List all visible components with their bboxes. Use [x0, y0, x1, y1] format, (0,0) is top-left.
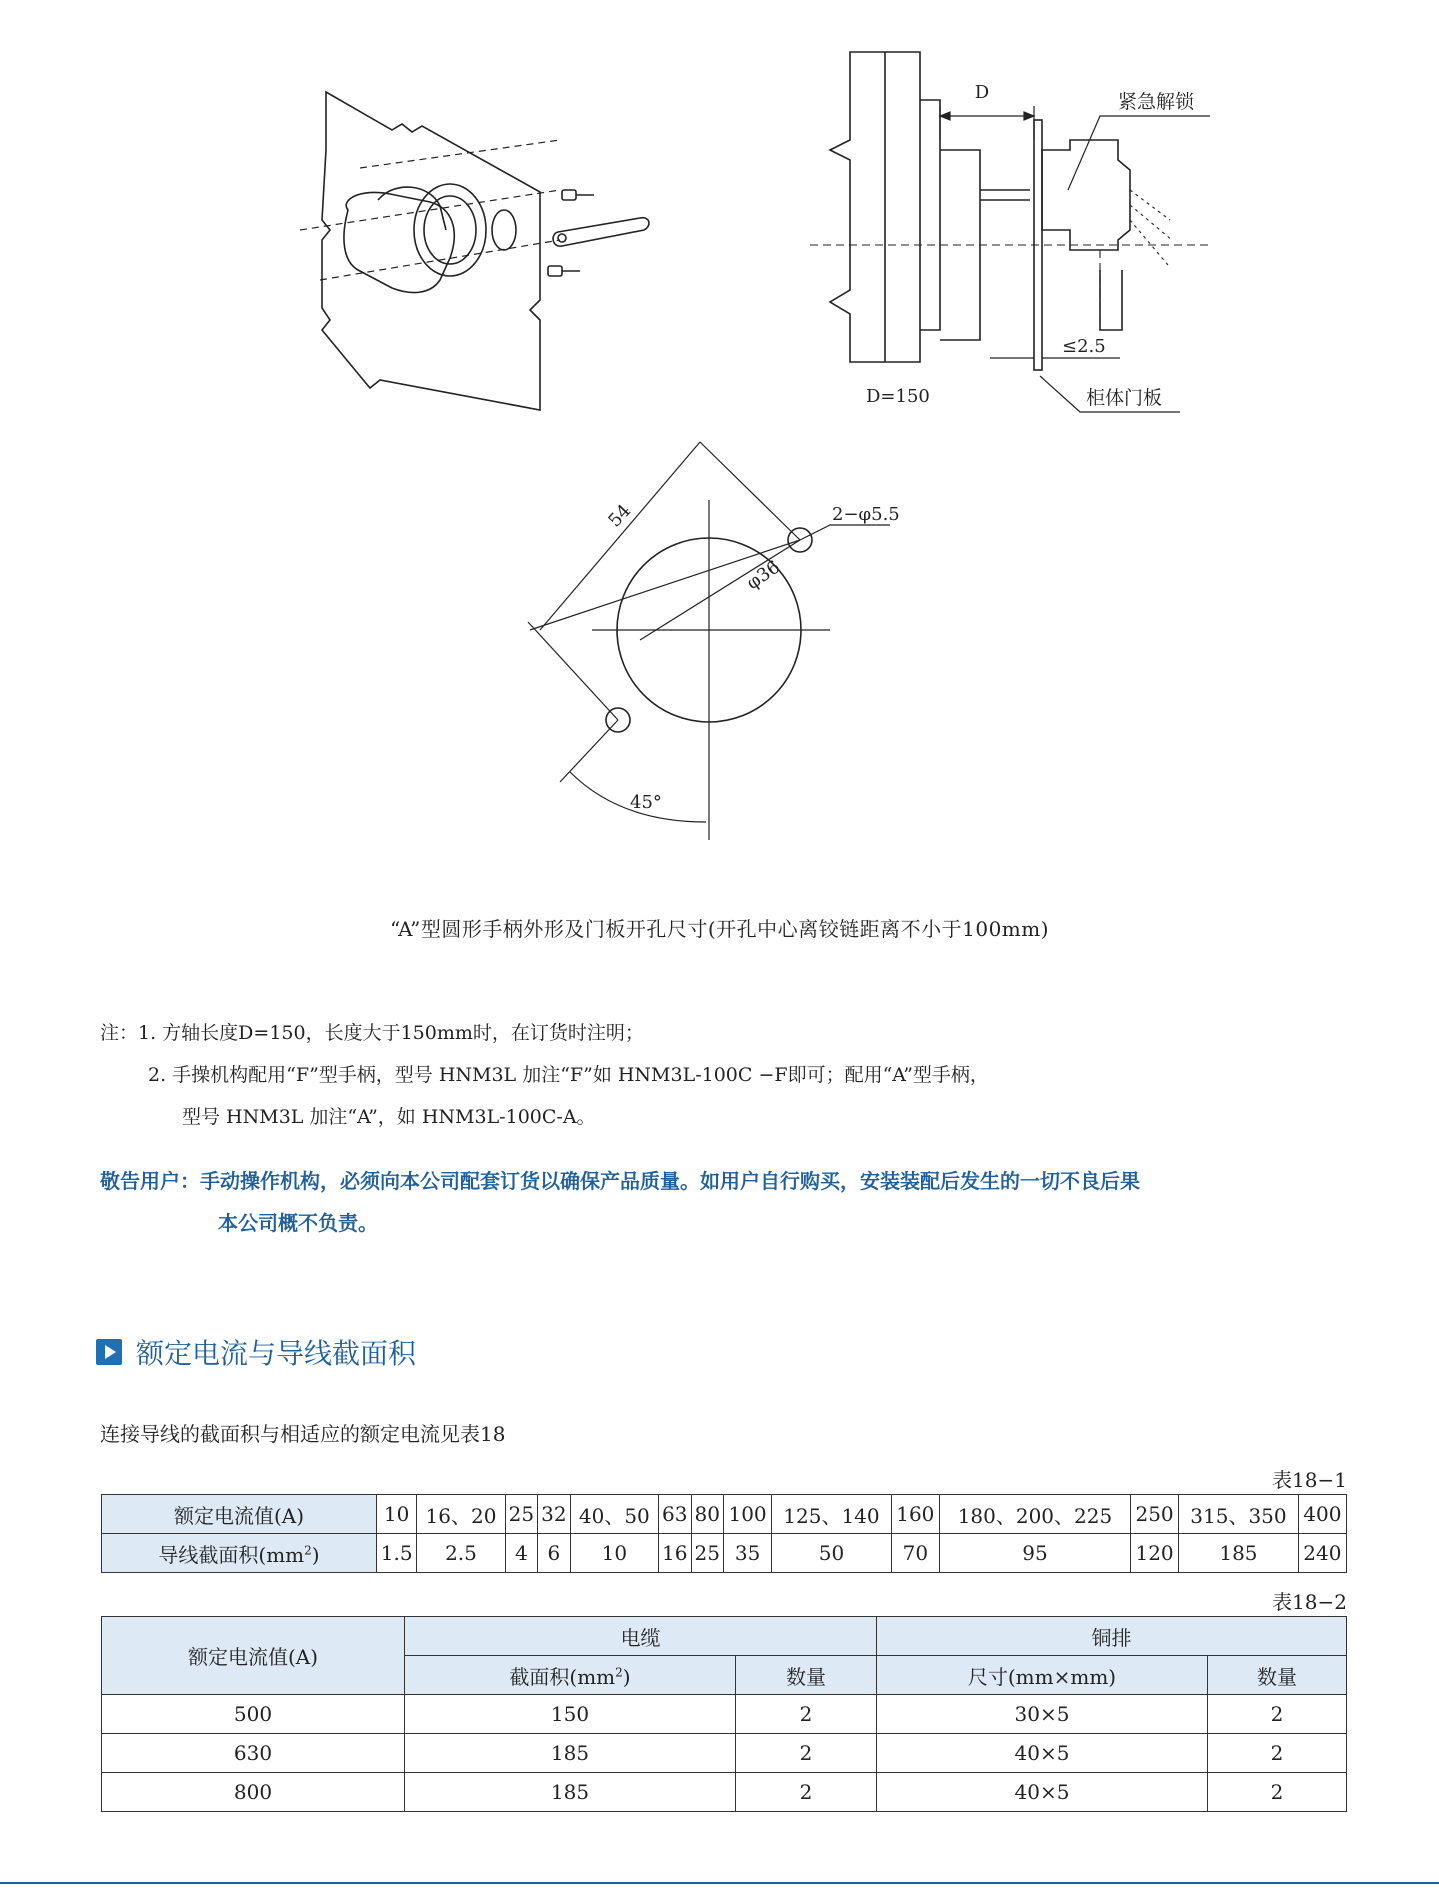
cell-current: 32	[538, 1495, 571, 1534]
table-header-size: 尺寸(mm×mm)	[877, 1656, 1208, 1695]
cell-size: 40×5	[877, 1734, 1208, 1773]
cell-area: 185	[1179, 1534, 1299, 1573]
section-intro: 连接导线的截面积与相适应的额定电流见表18	[100, 1422, 506, 1446]
cell-current: 10	[377, 1495, 417, 1534]
center-dia-label: φ36	[742, 556, 784, 595]
handle-isometric-drawing	[300, 80, 560, 420]
cell-area: 6	[538, 1534, 571, 1573]
cell-current: 180、200、225	[939, 1495, 1130, 1534]
table2-caption: 表18−2	[1272, 1590, 1347, 1614]
handle-side	[1042, 140, 1130, 250]
shaft-length-label: D=150	[866, 386, 930, 407]
cable-busbar-table	[101, 1616, 1347, 1812]
switch-body	[830, 52, 920, 362]
cell-qty-cable: 2	[736, 1695, 877, 1734]
emergency-unlock-leader	[1068, 116, 1210, 190]
cell-area: 1.5	[377, 1534, 417, 1573]
cell-current: 25	[505, 1495, 538, 1534]
angle-label: 45°	[630, 792, 662, 813]
cell-area: 70	[891, 1534, 939, 1573]
table-header-current: 额定电流值(A)	[102, 1495, 377, 1534]
cell-area: 10	[570, 1534, 658, 1573]
current-area-table	[101, 1494, 1347, 1573]
section-heading	[96, 1332, 416, 1372]
cell-area: 120	[1131, 1534, 1179, 1573]
cell-current: 400	[1298, 1495, 1346, 1534]
cell-qty-busbar: 2	[1208, 1734, 1347, 1773]
warning-line-1: 敬告用户：手动操作机构，必须向本公司配套订货以确保产品质量。如用户自行购买，安装装配后发生的一切不良后果	[100, 1169, 1140, 1193]
cell-current: 315、350	[1179, 1495, 1299, 1534]
cell-area: 4	[505, 1534, 538, 1573]
cell-current: 800	[102, 1773, 405, 1812]
cell-area: 16	[659, 1534, 692, 1573]
screws-and-rod	[540, 180, 680, 290]
panel-outline	[322, 92, 540, 410]
section-title: 额定电流与导线截面积	[136, 1337, 417, 1370]
play-triangle-icon	[96, 1339, 122, 1365]
cell-size: 40×5	[877, 1773, 1208, 1812]
table-header-qty-busbar: 数量	[1208, 1656, 1347, 1695]
dim-d-label: D	[974, 82, 990, 103]
cell-area: 50	[772, 1534, 892, 1573]
cell-area: 2.5	[417, 1534, 505, 1573]
door-panel-label: 柜体门板	[1086, 387, 1163, 409]
table-row	[102, 1734, 1347, 1773]
cell-qty-cable: 2	[736, 1773, 877, 1812]
table-row-areas	[102, 1534, 1347, 1573]
cell-current: 160	[891, 1495, 939, 1534]
emergency-unlock-label: 紧急解锁	[1118, 91, 1195, 113]
cell-current: 16、20	[417, 1495, 505, 1534]
table-header-area: 导线截面积$(mm^2)$	[102, 1534, 377, 1573]
panel-hole	[492, 210, 516, 250]
cell-area: 35	[724, 1534, 772, 1573]
warning-line-2: 本公司概不负责。	[218, 1211, 378, 1235]
side-section-drawing	[800, 40, 1260, 440]
notes-block	[100, 1012, 989, 1138]
cutout-dimension-drawing	[500, 430, 960, 850]
cell-current: 63	[659, 1495, 692, 1534]
cell-size: 30×5	[877, 1695, 1208, 1734]
table-header-busbar: 铜排	[877, 1617, 1347, 1656]
cell-area: 185	[405, 1734, 736, 1773]
cell-current: 630	[102, 1734, 405, 1773]
table-header-qty-cable: 数量	[736, 1656, 877, 1695]
cell-area: 185	[405, 1773, 736, 1812]
cell-area: 240	[1298, 1534, 1346, 1573]
table-row	[102, 1695, 1347, 1734]
dim-54-label: 54	[604, 500, 636, 532]
note-line-1: 注：1. 方轴长度D=150，长度大于150mm时，在订货时注明；	[100, 1022, 644, 1044]
cell-current: 125、140	[772, 1495, 892, 1534]
cell-current: 250	[1131, 1495, 1179, 1534]
cell-current: 40、50	[570, 1495, 658, 1534]
cell-current: 80	[691, 1495, 724, 1534]
cell-qty-busbar: 2	[1208, 1695, 1347, 1734]
table-row-currents	[102, 1495, 1347, 1534]
bottom-rule	[0, 1882, 1439, 1884]
cell-area: 150	[405, 1695, 736, 1734]
note-line-2: 2. 手操机构配用“F”型手柄，型号 HNM3L 加注“F”如 HNM3L-100C −F即可；配用“A”型手柄，	[148, 1064, 989, 1086]
cell-qty-cable: 2	[736, 1734, 877, 1773]
figure-caption: “A”型圆形手柄外形及门板开孔尺寸(开孔中心离铰链距离不小于100mm)	[389, 917, 1050, 941]
table1-caption: 表18−1	[1272, 1468, 1347, 1492]
cell-qty-busbar: 2	[1208, 1773, 1347, 1812]
handle-body	[344, 192, 454, 292]
note-line-3: 型号 HNM3L 加注“A”，如 HNM3L-100C-A。	[182, 1106, 596, 1128]
table-header-cable: 电缆	[405, 1617, 877, 1656]
warning-block	[100, 1160, 1140, 1244]
hole-dia-label: 2−φ5.5	[832, 504, 900, 525]
gap-label: ≤2.5	[1062, 336, 1106, 357]
table-row	[102, 1773, 1347, 1812]
cell-area: 25	[691, 1534, 724, 1573]
table-header-current: 额定电流值(A)	[102, 1617, 405, 1695]
cell-current: 100	[724, 1495, 772, 1534]
cell-current: 500	[102, 1695, 405, 1734]
table-header-area: 截面积$(mm^2)$	[405, 1656, 736, 1695]
cell-area: 95	[939, 1534, 1130, 1573]
